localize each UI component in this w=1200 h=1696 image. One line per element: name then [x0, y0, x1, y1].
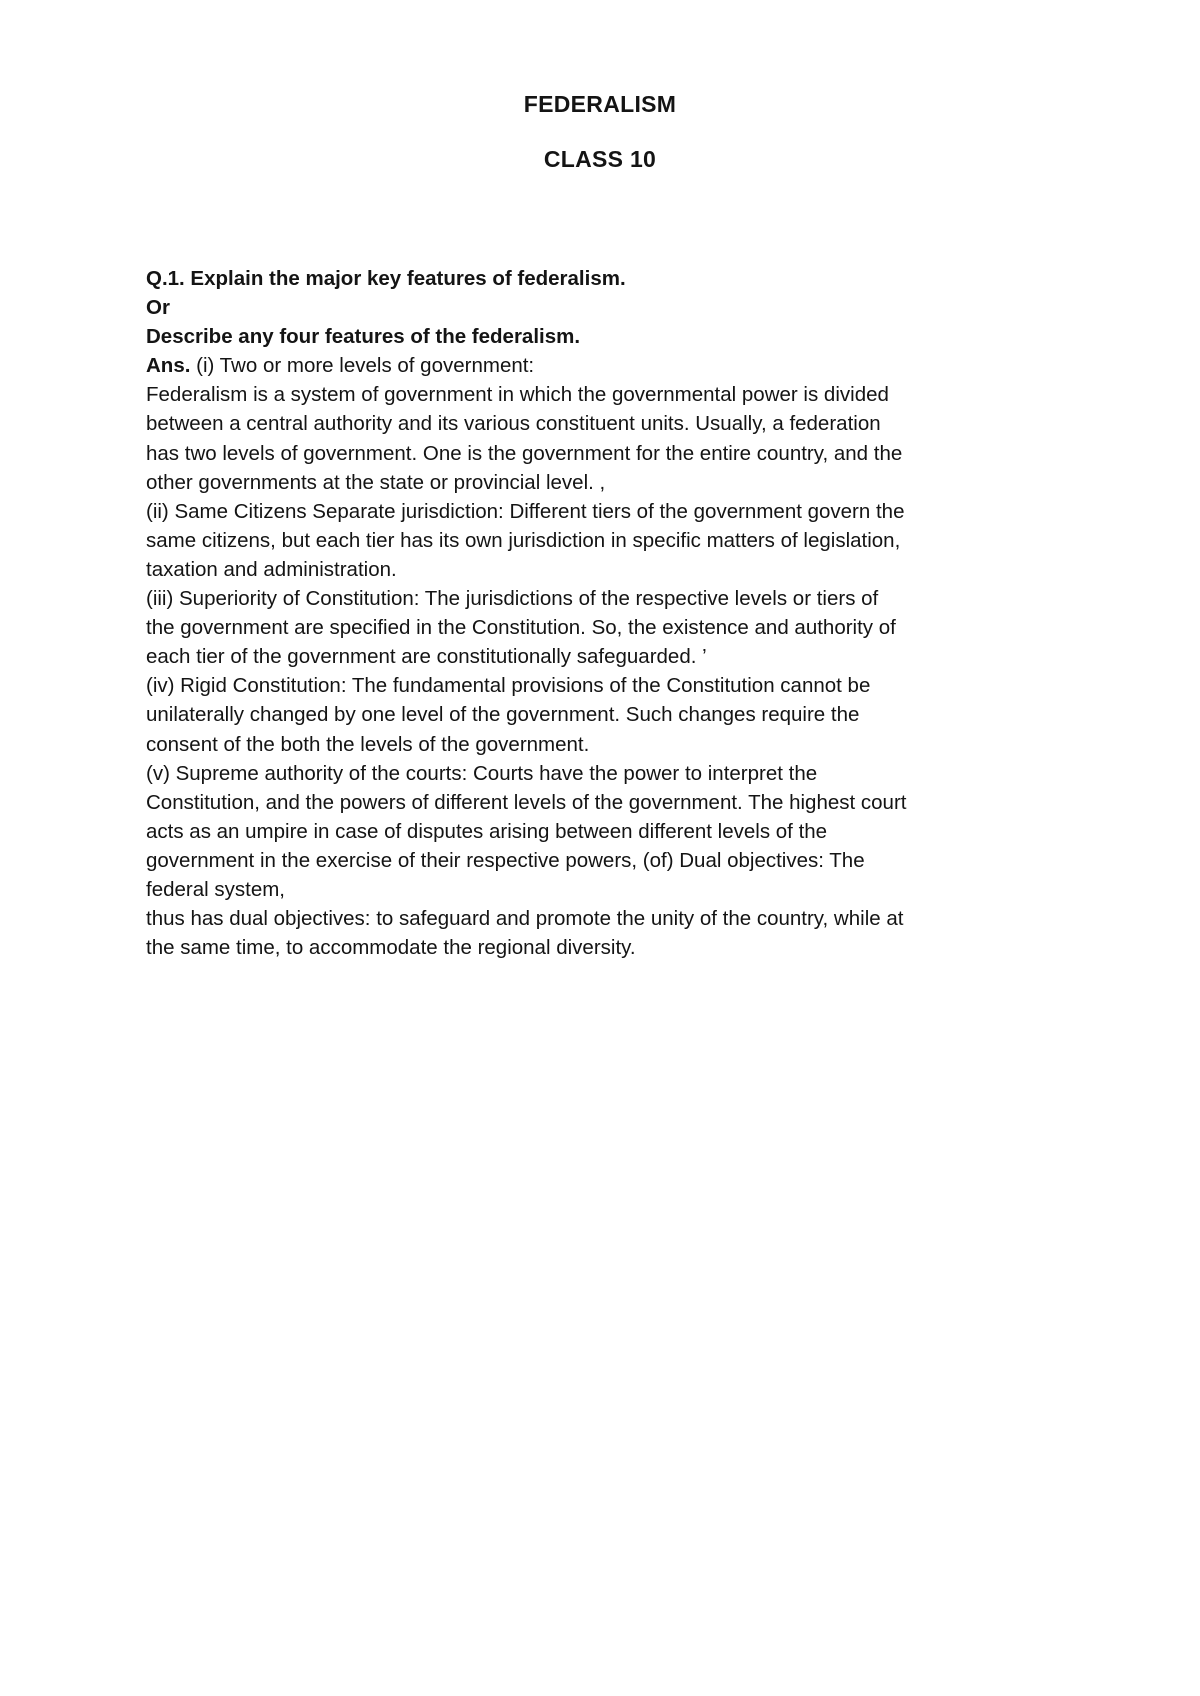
- answer-line: same citizens, but each tier has its own jurisdiction in specific matters of legislation,: [146, 528, 901, 552]
- question-answer-block: [146, 264, 1076, 962]
- answer-line: Federalism is a system of government in which the governmental power is divided: [146, 383, 889, 407]
- answer-line: thus has dual objectives: to safeguard and promote the unity of the country, while at: [146, 907, 904, 931]
- answer-line: (iv) Rigid Constitution: The fundamental provisions of the Constitution cannot be: [146, 674, 871, 698]
- answer-line: has two levels of government. One is the government for the entire country, and the: [146, 441, 903, 465]
- answer-line: between a central authority and its various constituent units. Usually, a federation: [146, 412, 881, 436]
- answer-first-line-text: (i) Two or more levels of government:: [190, 354, 535, 378]
- answer-line: unilaterally changed by one level of the government. Such changes require the: [146, 703, 860, 727]
- answer-first-line: [146, 351, 1076, 380]
- answer-line: consent of the both the levels of the government.: [146, 732, 590, 756]
- answer-line: government in the exercise of their respective powers, (of) Dual objectives: The: [146, 848, 865, 872]
- answer-line: each tier of the government are constitutionally safeguarded. ’: [146, 645, 707, 669]
- question-line: Q.1. Explain the major key features of federalism.: [146, 267, 626, 290]
- answer-line: (ii) Same Citizens Separate jurisdiction: Different tiers of the government govern the: [146, 499, 905, 523]
- or-line: Or: [146, 296, 170, 320]
- page-title: FEDERALISM: [523, 91, 677, 117]
- answer-line: the same time, to accommodate the regional diversity.: [146, 936, 636, 960]
- answer-line: other governments at the state or provincial level. ,: [146, 470, 606, 494]
- answer-line: federal system,: [146, 877, 285, 901]
- answer-line: the government are specified in the Constitution. So, the existence and authority of: [146, 616, 896, 640]
- alternate-question-line: Describe any four features of the federalism.: [146, 325, 581, 349]
- answer-line: acts as an umpire in case of disputes arising between different levels of the: [146, 819, 828, 843]
- answer-line: (v) Supreme authority of the courts: Courts have the power to interpret the: [146, 761, 818, 785]
- answer-line: taxation and administration.: [146, 557, 397, 581]
- answer-line: (iii) Superiority of Constitution: The jurisdictions of the respective levels or tiers of: [146, 587, 879, 611]
- answer-label: Ans.: [146, 354, 191, 378]
- answer-line: Constitution, and the powers of different levels of the government. The highest court: [146, 790, 907, 814]
- class-label: CLASS 10: [543, 146, 657, 172]
